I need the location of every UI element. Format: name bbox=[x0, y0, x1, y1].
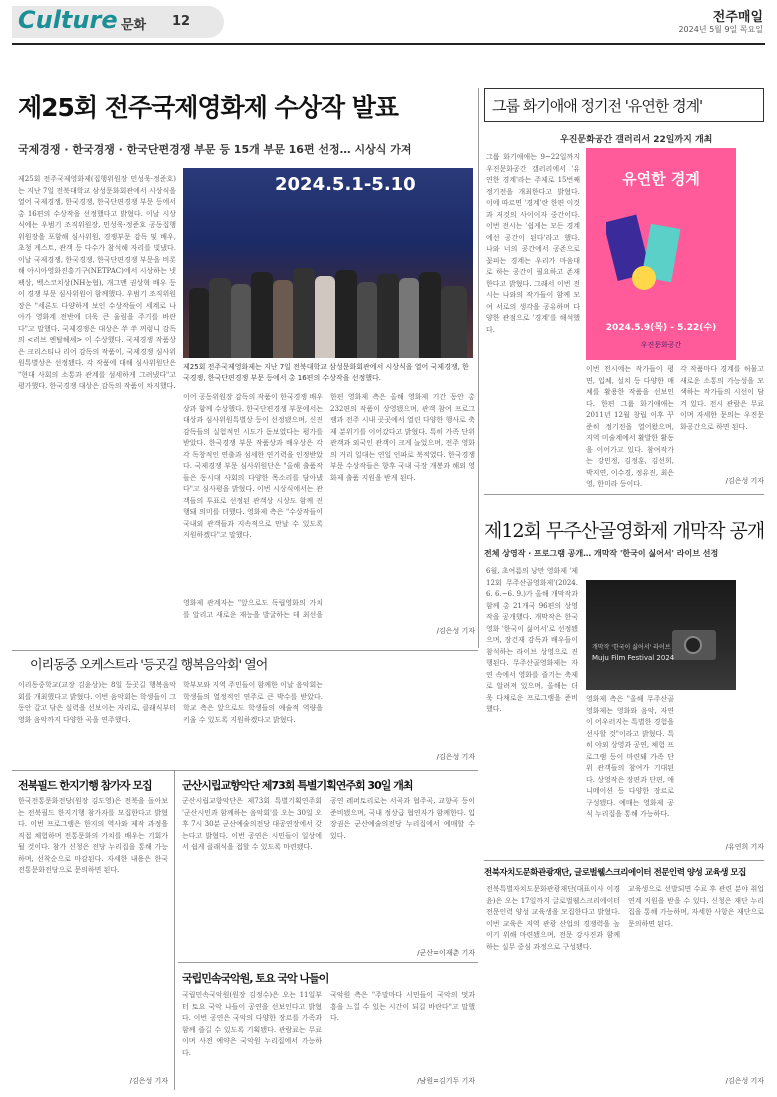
section-name-ko: 문화 bbox=[121, 18, 147, 33]
hanji-body: 한국전통문화전당(원장 김도영)은 전북을 돌아보는 전북필드 한지기행 참가자를 모집한다고 밝혔다. 이번 프로그램은 한지의 역사와 제작 과정을 직접 체험하며 전통문화의 가치를 배우는 기회가 될 것이다. 참가 신청은 전당 누리집을 통해 가능하며, 선착순으로 마감된다. 자세한 내용은 한국전통문화전당으로 문의하면 된다. bbox=[18, 797, 168, 874]
gugak-body: 국립민속국악원(원장 김정수)은 오는 11일부터 토요 국악 나들이 공연을 선보인다고 밝혔다. 이번 공연은 국악의 다양한 장르를 가족과 함께 즐길 수 있도록 기획됐다. 관람료는 무료이며 사전 예약은 국악원 누리집에서 가능하다. bbox=[182, 991, 322, 1057]
paper-name: 전주매일 bbox=[712, 10, 763, 25]
gunsan-byline: /군산=이재춘 기자 bbox=[417, 949, 475, 957]
poster-caption: 개막작 '한국이 싫어서' 라이브 bbox=[592, 644, 671, 651]
muju-col-2: 영화제 측은 "올해 무주산골영화제는 영화와 음악, 자연이 어우러지는 특별한 경험을 선사할 것"이라고 밝혔다. 특히 야외 상영과 공연, 체험 프로그램 등이 마련돼 가족 단위 관객들의 참여가 기대된다. 상영작은 장편과 단편, 애니메이션 등 다양한 장르로 구성됐다. 예매는 영화제 공식 누리집을 통해 가능하다. bbox=[586, 695, 674, 818]
poster-art bbox=[606, 208, 686, 298]
gallery-subhead: 우진문화공간 갤러리서 22일까지 개최 bbox=[560, 135, 713, 145]
lead-subhead: 국제경쟁 · 한국경쟁 · 한국단편경쟁 부문 등 15개 부문 16편 선정… 시상식 가져 bbox=[18, 143, 412, 156]
section-name-en: Culture bbox=[18, 6, 118, 34]
lead-photo bbox=[183, 168, 473, 358]
orchestra-col-1: 이리동중학교(교장 김윤상)는 8일 등곳길 행복음악회를 개최했다고 밝혔다. 이번 음악회는 학생들이 그동안 갈고 닦은 실력을 선보이는 자리로, 클래식부터 영화 음악까지 다양한 곡을 연주했다. bbox=[18, 681, 176, 724]
jeonbuk-headline: 전북자치도문화관광재단, 글로벌웰스크리에이터 전문인력 양성 교육생 모집 bbox=[484, 868, 746, 878]
poster-dates: 2024.5.9(목) - 5.22(수) bbox=[605, 323, 717, 333]
lead-col-4: 영화제 관계자는 "앞으로도 독립영화의 가치를 알리고 새로운 재능을 발굴하는 데 최선을 bbox=[183, 599, 323, 619]
issue-date: 2024년 5월 9일 목요일 bbox=[678, 25, 763, 34]
poster-festival-name: Muju Film Festival 2024 bbox=[592, 654, 675, 662]
jeonbuk-byline: /김은성 기자 bbox=[725, 1077, 764, 1085]
gugak-headline: 국립민속국악원, 토요 국악 나들이 bbox=[182, 972, 329, 985]
lead-col-2: 이어 공동위원장 감독의 작품이 한국경쟁 배우상과 함께 수상했다. 한국단편경쟁 부문에서는 대상과 심사위원특별상 등이 선정됐으며, 신진 감독들의 실험적인 시도가 돋보였다는 평가를 받았다. 한국경쟁 부문 작품상과 배우상은 각각 독창적인 연출과 섬세한 연기력을 인정받았다. 국제경쟁 부문 심사위원단은 "올해 출품작들은 동시대 사회의 다양한 목소리를 담아냈다"고 심사평을 밝혔다. 이번 시상식에서는 관객들의 투표로 선정된 관객상 시상도 함께 진행돼 의미를 더했다. 영화제 측은 "수상작들이 국내외 관객들과 지속적으로 만날 수 있도록 지원하겠다"고 말했다. bbox=[183, 393, 323, 539]
gallery-byline: /김은성 기자 bbox=[725, 477, 764, 485]
hanji-byline: /김은성 기자 bbox=[129, 1077, 168, 1085]
page-number: 12 bbox=[172, 14, 191, 29]
orchestra-headline: 이리동중 오케스트라 '등곳길 행복음악회' 열어 bbox=[30, 658, 268, 673]
masthead-rule bbox=[12, 43, 765, 45]
gallery-col-1: 그룹 화기애애는 9~22일까지 우진문화공간 갤러리에서 '유연한 경계'라는 주제로 15번째 정기전을 개최한다고 밝혔다. 이에 따르면 '경계'란 한편 이것과 저것의 사이이자 중간이다. 이번 전시는 '쉽게는 모든 경계에선 공간이 된다'라고 했다. 나와 너의 공간에서 공존으로 꽃피는 경계는 우리가 마음대로 하는 공간이 필요하고 존재한다고 밝혔다. 그래서 이번 전시는 나와의 작가들이 함께 모여 서로의 생각을 공유하며 다양한 관점으로 '경계'를 해석했다. bbox=[486, 153, 580, 334]
gugak-col-2: 국악원 측은 "주말마다 시민들이 국악의 멋과 흥을 느낄 수 있는 시간이 되길 바란다"고 말했다. bbox=[330, 991, 475, 1022]
muju-headline: 제12회 무주산골영화제 개막작 공개 bbox=[484, 520, 765, 542]
lead-byline: /김은성 기자 bbox=[436, 627, 475, 635]
muju-subhead: 전체 상영작 · 프로그램 공개… 개막작 '한국이 싫어서' 라이브 선정 bbox=[484, 549, 719, 558]
poster-title: 유연한 경계 bbox=[622, 170, 700, 188]
photo-banner-date: 2024.5.1-5.10 bbox=[275, 174, 416, 195]
orchestra-byline: /김은성 기자 bbox=[436, 753, 475, 761]
muju-poster bbox=[586, 580, 736, 690]
gugak-byline: /남원=김기두 기자 bbox=[417, 1077, 475, 1085]
lead-col-1: 제25회 전주국제영화제(집행위원장 민성욱·정준호)는 지난 7일 전북대학교 삼성문화회관에서 시상식을 열어 국제경쟁, 한국경쟁, 한국단편경쟁 부문 등에서 총 16편의 수상작을 선정했다고 밝혔다. 이날 시상식에는 우범기 조직위원장, 민성욱·정준호 공동집행위원장을 포함해 심사위원, 경쟁부문 감독 및 배우, 초청 게스트, 관객 등 다수가 참석해 자리를 빛냈다. 이날 국제경쟁, 한국경쟁, 한국단편경쟁 부문을 비롯해 아시아영화진흥기구(NETPAC)에서 시상하는 넷팩상, 벡스코치상(NH농협), 개그맨 권상혁 배우 등이 경쟁 부문 심사위원이 함께했다. 우범기 조직위원장은 "세론도 다양하게 보인 수상작들이 세계로 나아가 영화계 전반에 더욱 큰 울림을 주기를 바란다"고 말했다. 국제경쟁은 대상은 쑤 쑤 꺼렁니 감독의 <러브 엔탈헤셰> 이 수상했다. 국제경쟁 작품상은 크리스티나 리어 감독의 작품이, 국제경쟁 심사위원특별상은 선정됐다. 각 작품에 대해 심사위원단은 "현대 사회의 소통과 관계를 섬세하게 그려냈다"고 평가했다. 한국경쟁 대상은 감독의 작품이 차지했다. bbox=[18, 175, 176, 390]
gunsan-headline: 군산시립교향악단 제73회 특별기획연주회 30일 개최 bbox=[182, 779, 413, 792]
gallery-poster bbox=[586, 148, 736, 360]
photo-crowd bbox=[183, 248, 473, 358]
orchestra-col-2: 학부모와 지역 주민들이 함께한 이날 음악회는 학생들의 열정적인 연주로 큰 박수를 받았다. 학교 측은 앞으로도 학생들의 예술적 역량을 키울 수 있도록 지원하겠다고 밝혔다. bbox=[183, 681, 323, 724]
lead-col-3: 한편 영화제 측은 올해 영화제 기간 동안 총 232편의 작품이 상영됐으며, 관객 참여 프로그램과 전주 시내 곳곳에서 열린 다양한 행사로 축제 분위기를 이어갔다고 밝혔다. 특히 가족 단위 관객과 외국인 관객이 크게 늘었으며, 전주 영화의 거리 일대는 연일 인파로 북적였다. 한국경쟁 부문 수상작들은 향후 국내 극장 개봉과 해외 영화제 출품 지원을 받게 된다. bbox=[330, 393, 475, 482]
gallery-col-3: 각 작품마다 경계를 허물고 새로운 소통의 가능성을 모색하는 작가들의 시선이 담겨 있다. 전시 관람은 무료이며 자세한 문의는 우진문화공간으로 하면 된다. bbox=[680, 365, 764, 431]
lead-photo-caption: 제25회 전주국제영화제는 지난 7일 전북대학교 삼성문화회관에서 시상식을 열어 국제경쟁, 한국경쟁, 한국단편경쟁 부문 등에서 총 16편의 수상작을 선정했다. bbox=[183, 363, 469, 382]
gallery-headline: 그룹 화기애애 정기전 '유연한 경계' bbox=[492, 97, 703, 115]
camera-lens bbox=[684, 636, 702, 654]
muju-col-1: 6월, 초여름의 낭만 영화제 '제12회 무주산골영화제'(2024. 6. 6.~6. 9.)가 올해 개막작과 함께 총 21개국 96편의 상영작을 공개했다. 개막작은 한국 영화 '한국이 싫어서'로 선정됐으며, 장건재 감독과 배우들이 참석하는 라이브 상영으로 진행된다. 무주산골영화제는 자연 속에서 영화를 즐기는 축제로 알려져 있으며, 올해는 더욱 다채로운 프로그램을 준비했다. bbox=[486, 567, 578, 713]
lead-headline: 제25회 전주국제영화제 수상작 발표 bbox=[18, 93, 399, 122]
muju-byline: /유연희 기자 bbox=[725, 843, 764, 851]
gunsan-col-2: 공연 레퍼토리로는 서곡과 협주곡, 교향곡 등이 준비됐으며, 국내 정상급 협연자가 함께한다. 입장권은 군산예술의전당 누리집에서 예매할 수 있다. bbox=[330, 797, 475, 840]
hanji-headline: 전북필드 한지기행 참가자 모집 bbox=[18, 779, 152, 792]
jeonbuk-col-2: 교육생으로 선발되면 수료 후 관련 분야 취업 연계 지원을 받을 수 있다. 신청은 재단 누리집을 통해 가능하며, 자세한 사항은 재단으로 문의하면 된다. bbox=[628, 885, 764, 928]
gallery-col-2: 이번 전시에는 작가들이 평면, 입체, 설치 등 다양한 매체를 활용한 작품을 선보인다. 한편 그룹 화기애애는 2011년 12월 창립 이후 꾸준히 정기전을 열어왔으며, 지역 미술계에서 활발한 활동을 이어가고 있다. 참여작가는 강민정, 김정훈, 김선희, 박지연, 이수경, 정유진, 최은영, 한미라 등이다. bbox=[586, 365, 674, 488]
column-divider bbox=[478, 88, 479, 648]
jeonbuk-col-1: 전북특별자치도문화관광재단(대표이사 이경윤)은 오는 17일까지 글로벌웰스크리에이터 전문인력 양성 교육생을 모집한다고 밝혔다. 이번 교육은 지역 관광 산업의 경쟁력을 높이기 위해 마련됐으며, 전문 강사진과 함께하는 실무 중심 과정으로 구성됐다. bbox=[486, 885, 620, 951]
masthead bbox=[0, 0, 777, 44]
poster-brand: 우진문화공간 bbox=[640, 341, 682, 349]
gunsan-col-1: 군산시립교향악단은 제73회 특별기획연주회 '군산시민과 함께하는 음악회'를 오는 30일 오후 7시 30분 군산예술의전당 대공연장에서 갖는다고 밝혔다. 이번 공연은 시민들이 일상에서 쉽게 클래식을 접할 수 있도록 마련됐다. bbox=[182, 797, 322, 851]
